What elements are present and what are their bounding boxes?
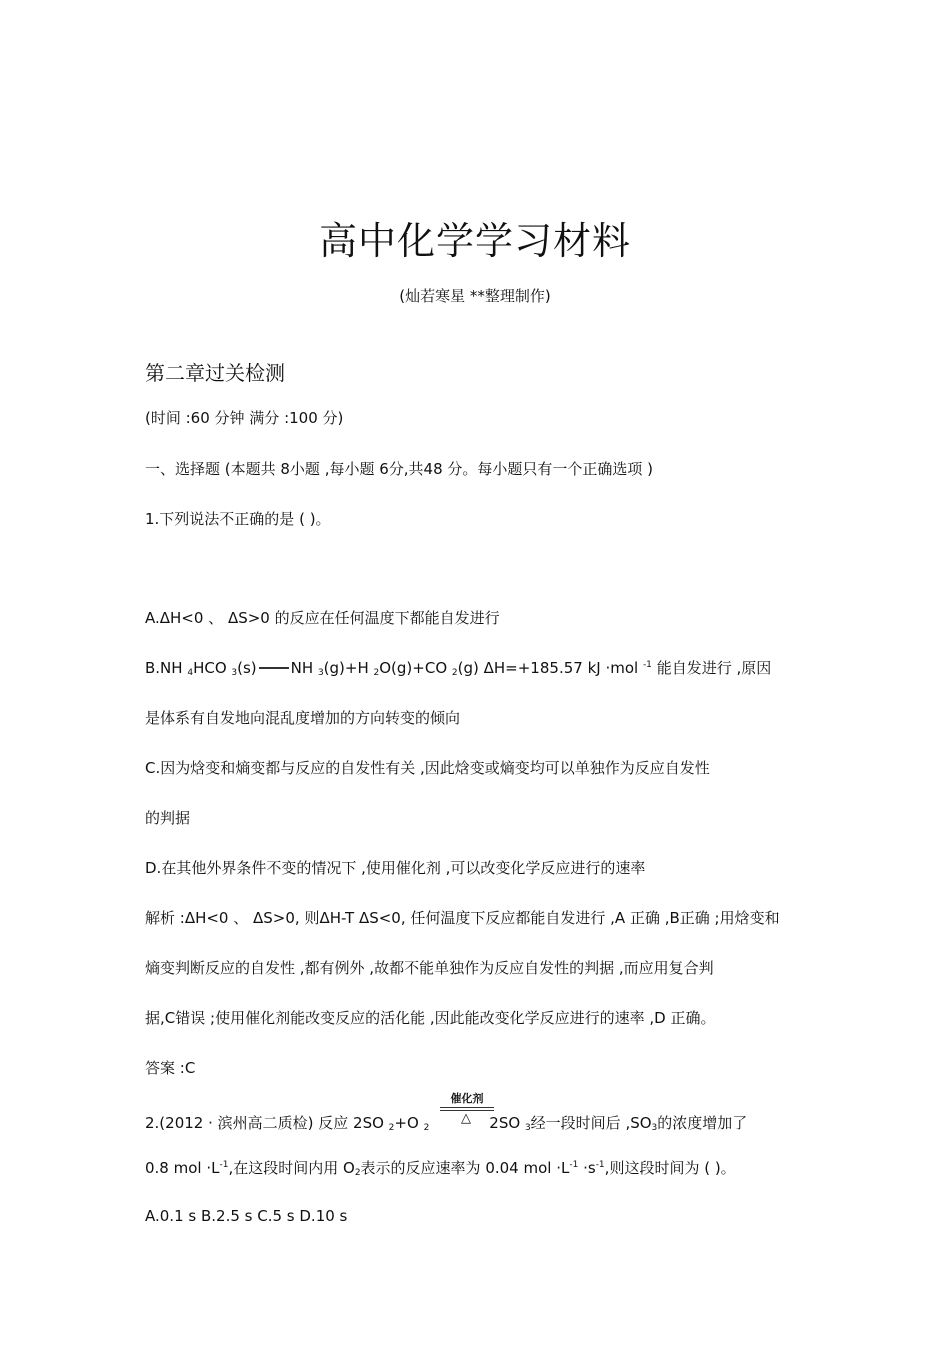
document-subtitle: (灿若寒星 **整理制作): [399, 287, 551, 305]
question-2-options: A.0.1 s B.2.5 s C.5 s D.10 s: [145, 1207, 348, 1225]
reversible-arrow-top: [440, 1107, 494, 1108]
q1-option-b-cont: 是体系有自发地向混乱度增加的方向转变的倾向: [145, 709, 461, 727]
q1-option-b: B.NH $_4$HCO $_3$(s) NH $_3$(g)+H $_2$O(g)+CO $_2$(g) ΔH=+185.57 kJ ·mol $^{-1}$ 能自发进行 ,原因: [145, 659, 772, 678]
question-2-stem: 2.(2012 · 滨州高二质检) 反应 2SO $_2$+O $_2$ 2SO $_3$经一段时间后 $,SO_3$的浓度增加了: [145, 1114, 748, 1133]
q1-analysis-line-3: 据,C错误 ;使用催化剂能改变反应的活化能 ,因此能改变化学反应进行的速率 ,D 正确。: [145, 1009, 716, 1027]
q1-analysis-line-1: 解析 :ΔH<0 、 ΔS>0, 则ΔH-T ΔS<0, 任何温度下反应都能自发进行 ,A 正确 ,B正确 ;用焓变和: [145, 909, 780, 927]
q1-analysis-line-2: 熵变判断反应的自发性 ,都有例外 ,故都不能单独作为反应自发性的判据 ,而应用复合判: [145, 959, 714, 977]
q1-answer: 答案 :C: [145, 1059, 196, 1077]
chapter-heading: 第二章过关检测: [145, 361, 285, 385]
heat-symbol: △: [461, 1111, 471, 1126]
time-info: (时间 :60 分钟 满分 :100 分): [145, 409, 344, 427]
q1-option-c: C.因为焓变和熵变都与反应的自发性有关 ,因此焓变或熵变均可以单独作为反应自发性: [145, 759, 710, 777]
document-title: 高中化学学习材料: [318, 219, 631, 263]
q1-option-d: D.在其他外界条件不变的情况下 ,使用催化剂 ,可以改变化学反应进行的速率: [145, 859, 646, 877]
question-1-stem: 1.下列说法不正确的是 ( )。: [145, 510, 331, 528]
section-heading: 一、选择题 (本题共 8小题 ,每小题 6分,共48 分。每小题只有一个正确选项 ): [145, 460, 654, 478]
question-2-stem-cont: 0.8 mol $\cdot L^{-1}$,在这段时间内用 $O_2$表示的反应速率为 0.04 mol $\cdot L^{-1} \cdot s^{-1}$,则这段时间为 ( )。: [145, 1159, 736, 1178]
q1-option-c-cont: 的判据: [145, 809, 191, 827]
equal-sign-arrow: [259, 667, 289, 669]
q1-option-a: A.ΔH<0 、 ΔS>0 的反应在任何温度下都能自发进行: [145, 609, 500, 627]
catalyst-label: 催化剂: [450, 1092, 484, 1105]
